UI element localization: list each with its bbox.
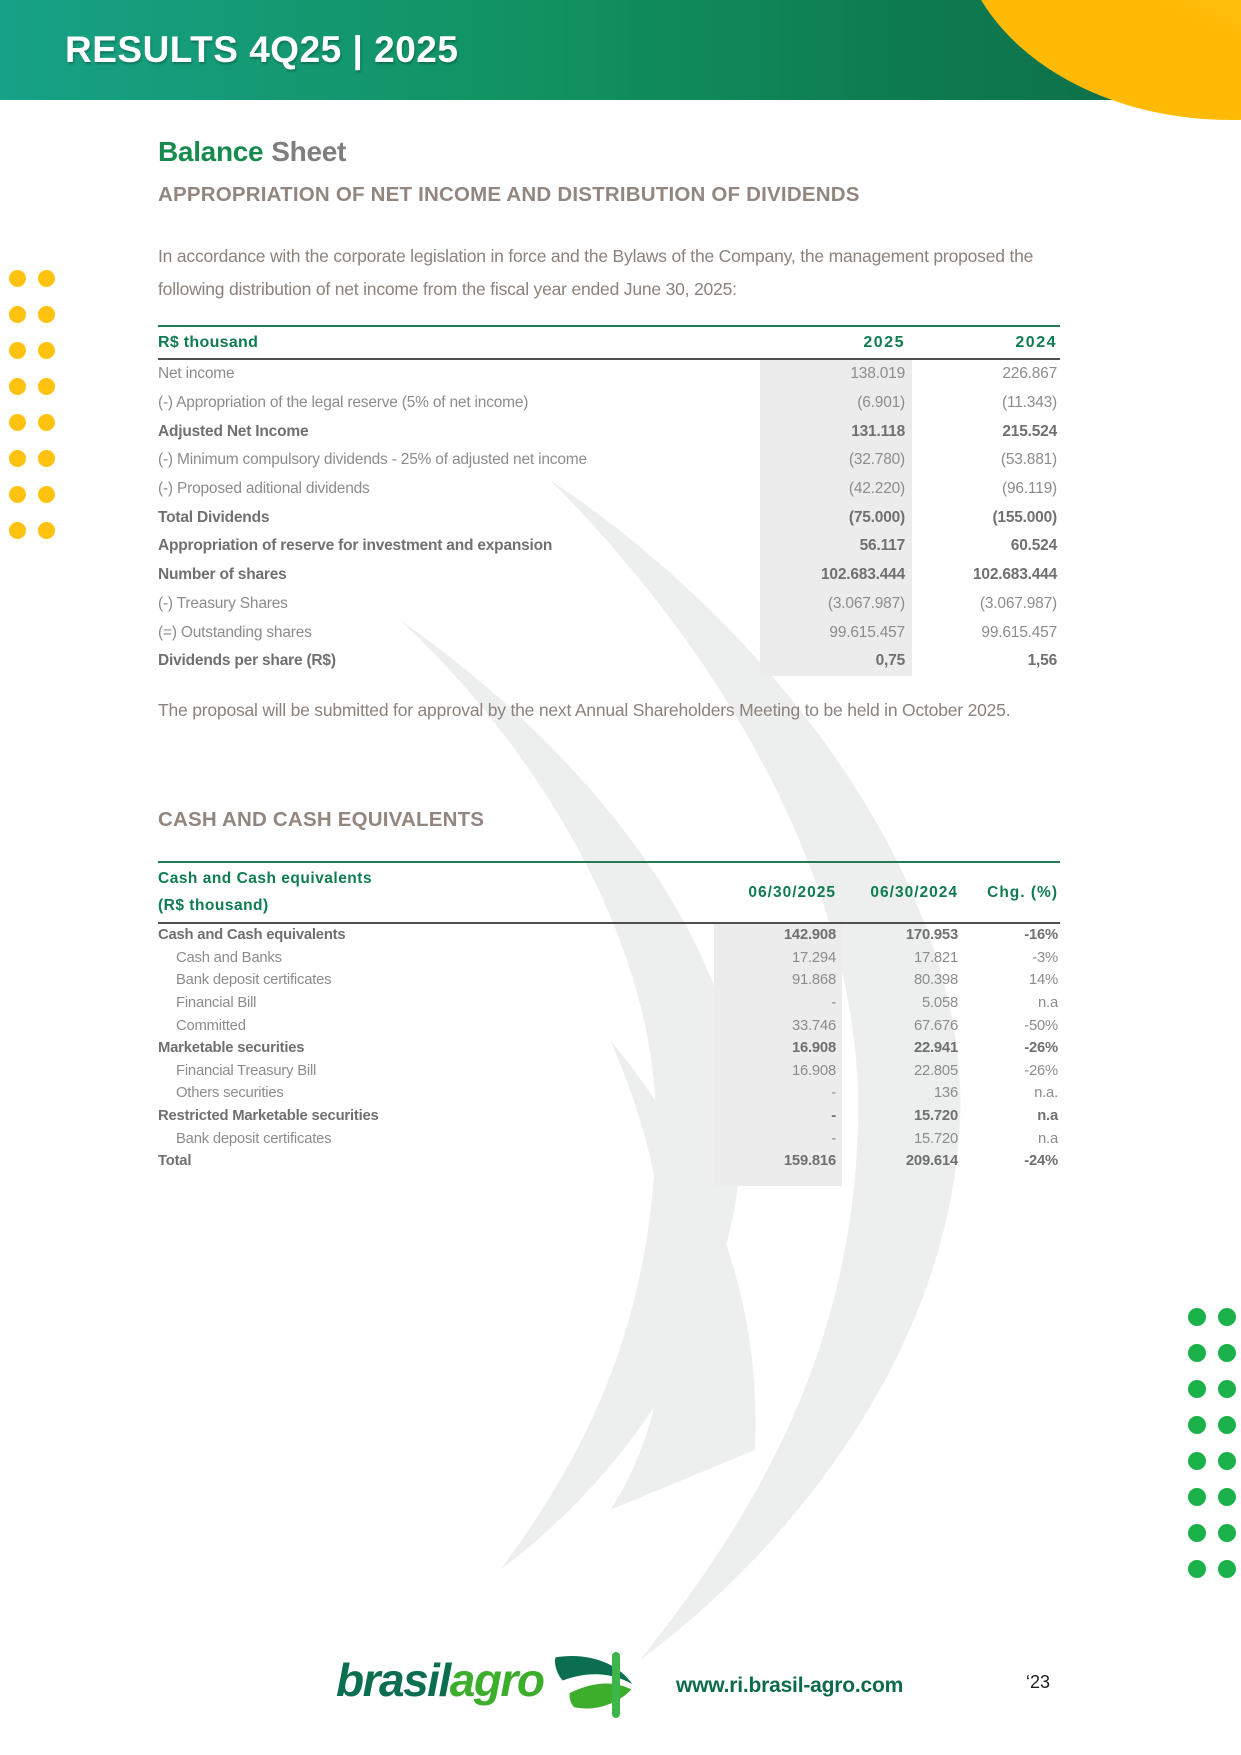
row-value-06-30-2024: 136 [933,1085,958,1102]
row-value-06-30-2024: 22.941 [913,1040,958,1057]
table-row [158,503,1060,532]
column-header-rs-thousand: R$ thousand [158,333,259,351]
table-row [158,1037,1060,1060]
row-value-chg: 14% [1028,972,1058,989]
row-value-2025: (75.000) [760,503,912,532]
intro-paragraph: In accordance with the corporate legislation in force and the Bylaws of the Company, the management proposed the following distribution of net income from the fiscal year ended June 30, 2025: [158,246,1034,299]
column-header-chg: Chg. (%) [987,883,1058,901]
brasilagro-logo [336,1650,639,1718]
footer-url[interactable]: www.ri.brasil-agro.com [676,1674,904,1697]
row-value-2024: 215.524 [1002,422,1057,440]
row-label: (-) Appropriation of the legal reserve (5% of net income) [158,394,529,412]
row-value-06-30-2024: 67.676 [913,1017,958,1034]
row-label: Bank deposit certificates [176,972,332,989]
row-label: Cash and Cash equivalents [158,927,346,944]
logo-swoosh-icon [547,1652,639,1718]
page-title [158,136,346,168]
note-paragraph: The proposal will be submitted for approval by the next Annual Shareholders Meeting to be held in October 2025. [158,700,1011,720]
table-row [158,1127,1060,1150]
table-row [158,561,1060,590]
row-label: Committed [176,1017,246,1034]
column-header-06-30-2024: 06/30/2024 [870,883,958,901]
table-row [158,992,1060,1015]
row-value-chg: -3% [1032,949,1058,966]
row-label: Others securities [176,1085,284,1102]
row-value-2024: (11.343) [1002,394,1057,412]
cash-table-header-label [158,870,714,915]
section-heading-appropriation: APPROPRIATION OF NET INCOME AND DISTRIBUTION OF DIVIDENDS [158,183,860,206]
row-value-06-30-2025: - [714,1105,842,1128]
row-label: Financial Treasury Bill [176,1062,317,1079]
row-label: Total [158,1153,192,1170]
row-value-2024: (155.000) [992,508,1057,526]
table-row [158,647,1060,676]
row-value-2024: 226.867 [1002,365,1057,383]
cash-header-line2: (R$ thousand) [158,897,269,914]
table-row [158,1060,1060,1083]
row-value-2024: 1,56 [1027,652,1057,670]
logo-text [336,1650,543,1710]
row-label: (=) Outstanding shares [158,623,312,641]
row-value-chg: n.a [1038,1130,1058,1147]
cash-table-body [158,924,1060,1173]
row-value-06-30-2025: 159.816 [714,1150,842,1173]
row-value-2025: 56.117 [760,532,912,561]
row-label: (-) Minimum compulsory dividends - 25% of adjusted net income [158,451,587,469]
row-value-2025: 138.019 [760,360,912,389]
table-row [158,590,1060,619]
row-label: Number of shares [158,566,287,584]
row-value-chg: -24% [1024,1153,1058,1170]
row-value-2025: (3.067.987) [760,590,912,619]
logo-text-brasil: brasil [336,1654,450,1706]
row-value-chg: n.a [1038,995,1058,1012]
table-row [158,475,1060,504]
table-row [158,618,1060,647]
row-label: (-) Treasury Shares [158,594,288,612]
row-value-2025: 99.615.457 [760,618,912,647]
table-row [158,947,1060,970]
row-label: Total Dividends [158,508,270,526]
row-value-2025: (6.901) [760,389,912,418]
table-row [158,446,1060,475]
table-row [158,969,1060,992]
column-header-2024: 2024 [1015,333,1057,351]
logo-text-agro: agro [449,1654,544,1706]
row-value-06-30-2025: 33.746 [714,1014,842,1037]
table-row [158,360,1060,389]
row-value-06-30-2025: - [714,992,842,1015]
row-value-2025: 102.683.444 [760,561,912,590]
row-value-2024: 99.615.457 [981,623,1057,641]
row-label: (-) Proposed aditional dividends [158,480,370,498]
row-value-06-30-2024: 209.614 [905,1153,958,1170]
row-value-06-30-2024: 80.398 [913,972,958,989]
row-label: Net income [158,365,235,383]
row-value-chg: -50% [1024,1017,1058,1034]
section-heading-cash: CASH AND CASH EQUIVALENTS [158,808,485,831]
row-value-2025: 0,75 [760,647,912,676]
row-value-06-30-2024: 15.720 [913,1108,958,1125]
cash-table [158,861,1060,1186]
row-value-2025: (42.220) [760,475,912,504]
row-label: Dividends per share (R$) [158,652,336,670]
table-row [158,1082,1060,1105]
row-value-2025: 131.118 [760,417,912,446]
row-value-06-30-2025: 17.294 [714,947,842,970]
column-header-06-30-2025: 06/30/2025 [748,883,836,901]
column-header-2025: 2025 [863,333,905,351]
report-title: RESULTS 4Q25 | 2025 [65,29,459,70]
row-value-chg: -26% [1024,1062,1058,1079]
row-value-chg: -26% [1024,1040,1058,1057]
row-value-06-30-2025: - [714,1127,842,1150]
row-label: Restricted Marketable securities [158,1108,379,1125]
row-value-2024: 102.683.444 [973,566,1057,584]
row-value-06-30-2024: 15.720 [913,1130,958,1147]
row-value-06-30-2025: 16.908 [714,1060,842,1083]
row-value-chg: n.a [1037,1108,1058,1125]
row-value-chg: n.a. [1034,1085,1058,1102]
page-number: ‘23 [1026,1672,1051,1692]
cash-table-shade-spacer [158,1173,1060,1186]
cash-table-header [158,861,1060,924]
row-value-06-30-2025: 16.908 [714,1037,842,1060]
row-value-chg: -16% [1024,927,1058,944]
table-row [158,389,1060,418]
row-label: Bank deposit certificates [176,1130,332,1147]
table-row [158,1150,1060,1173]
row-value-06-30-2025: 142.908 [714,924,842,947]
table-row [158,417,1060,446]
table-row [158,1105,1060,1128]
row-value-06-30-2025: - [714,1082,842,1105]
dividends-table-body [158,360,1060,676]
row-value-06-30-2025: 91.868 [714,969,842,992]
row-value-2024: (53.881) [1000,451,1057,469]
page-title-part1: Balance [158,136,264,167]
table-row [158,924,1060,947]
table-row [158,1014,1060,1037]
cash-header-line1: Cash and Cash equivalents [158,870,373,887]
row-label: Financial Bill [176,995,257,1012]
dividends-table [158,325,1060,676]
row-label: Cash and Banks [176,949,282,966]
row-value-2024: 60.524 [1010,537,1057,555]
row-value-06-30-2024: 5.058 [921,995,958,1012]
row-value-06-30-2024: 170.953 [905,927,958,944]
row-value-06-30-2024: 22.805 [913,1062,958,1079]
row-value-2024: (96.119) [1002,480,1057,498]
dividends-table-header [158,325,1060,360]
row-label: Appropriation of reserve for investment and expansion [158,537,553,555]
row-value-2025: (32.780) [760,446,912,475]
footer-divider-bar [612,1652,620,1718]
row-label: Marketable securities [158,1040,305,1057]
row-label: Adjusted Net Income [158,422,309,440]
page-title-part2: Sheet [271,136,347,167]
row-value-2024: (3.067.987) [979,594,1057,612]
table-row [158,532,1060,561]
row-value-06-30-2024: 17.821 [913,949,958,966]
